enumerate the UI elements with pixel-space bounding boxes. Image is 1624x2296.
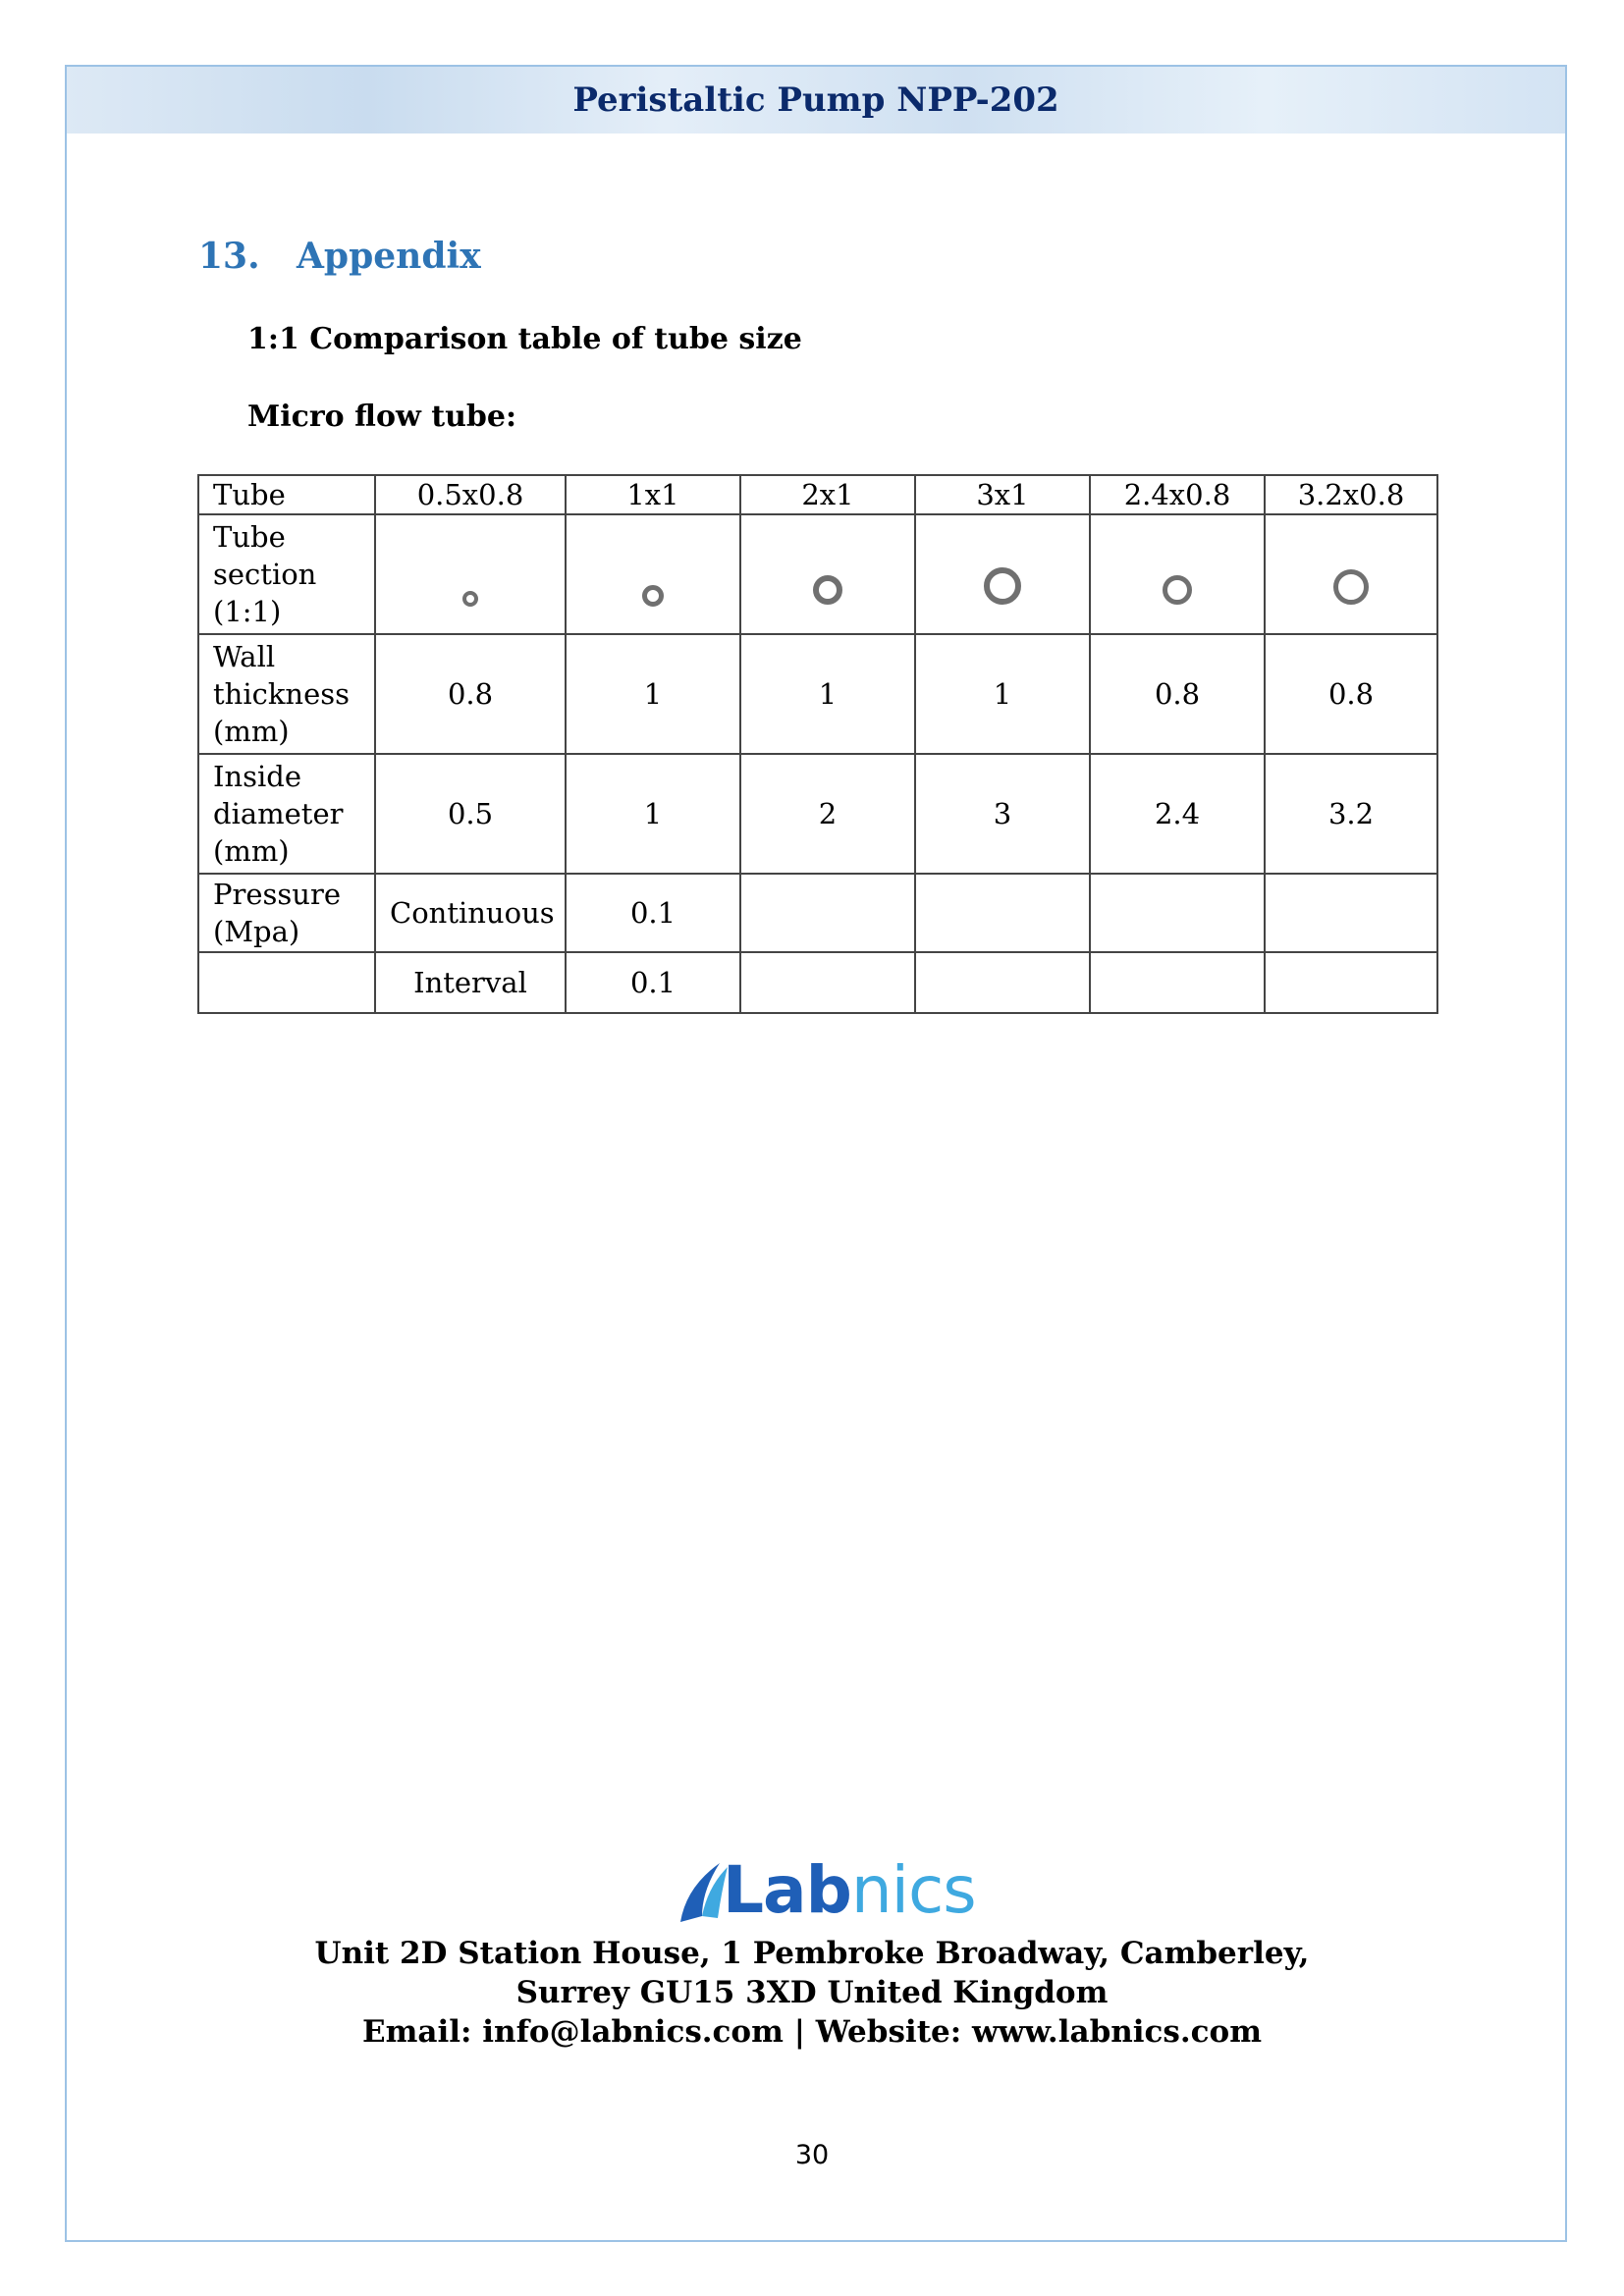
table-row bbox=[198, 754, 1437, 874]
table-cell: 1 bbox=[740, 634, 915, 754]
micro-flow-subheading: Micro flow tube: bbox=[247, 400, 517, 434]
table-cell: 1 bbox=[915, 634, 1090, 754]
tube-section-ring-icon bbox=[813, 575, 842, 605]
table-row bbox=[198, 475, 1437, 514]
table-cell: 3.2 bbox=[1265, 754, 1437, 874]
tube-section-ring-icon bbox=[462, 591, 478, 607]
table-cell bbox=[1090, 514, 1265, 634]
table-cell: 0.5x0.8 bbox=[375, 475, 566, 514]
table-cell: Wall thickness (mm) bbox=[198, 634, 375, 754]
table-cell: Interval bbox=[375, 952, 566, 1013]
table-cell bbox=[740, 514, 915, 634]
table-cell: 0.1 bbox=[566, 952, 740, 1013]
table-cell bbox=[1265, 952, 1437, 1013]
table-cell bbox=[915, 874, 1090, 952]
table-cell bbox=[198, 952, 375, 1013]
labnics-logo-wordmark: Labnics bbox=[723, 1852, 976, 1928]
table-cell: Continuous bbox=[375, 874, 566, 952]
tube-section-ring-icon bbox=[984, 567, 1021, 605]
page-number: 30 bbox=[794, 2140, 830, 2170]
table-cell bbox=[915, 952, 1090, 1013]
footer-contact: Email: info@labnics.com | Website: www.labnics.com bbox=[361, 2014, 1263, 2050]
table-cell bbox=[1090, 952, 1265, 1013]
footer-address-line-1: Unit 2D Station House, 1 Pembroke Broadway, Camberley, bbox=[314, 1936, 1310, 1971]
table-row bbox=[198, 634, 1437, 754]
section-title: Appendix bbox=[297, 236, 481, 277]
table-cell: 2.4x0.8 bbox=[1090, 475, 1265, 514]
table-cell: 3x1 bbox=[915, 475, 1090, 514]
table-cell: 3.2x0.8 bbox=[1265, 475, 1437, 514]
table-cell: 3 bbox=[915, 754, 1090, 874]
tube-section-ring-icon bbox=[642, 585, 664, 607]
table-cell: 0.1 bbox=[566, 874, 740, 952]
table-cell bbox=[915, 514, 1090, 634]
table-cell: 2.4 bbox=[1090, 754, 1265, 874]
table-cell bbox=[1265, 514, 1437, 634]
tube-section-ring-icon bbox=[1333, 569, 1369, 605]
section-number: 13. bbox=[198, 236, 260, 277]
table-cell bbox=[1265, 874, 1437, 952]
tube-section-ring-icon bbox=[1163, 575, 1192, 605]
table-cell: 2 bbox=[740, 754, 915, 874]
table-cell: Tube bbox=[198, 475, 375, 514]
table-cell bbox=[740, 874, 915, 952]
table-cell: 0.8 bbox=[375, 634, 566, 754]
table-row bbox=[198, 874, 1437, 952]
table-cell: Pressure (Mpa) bbox=[198, 874, 375, 952]
table-cell: 0.8 bbox=[1090, 634, 1265, 754]
footer-address-line-2: Surrey GU15 3XD United Kingdom bbox=[515, 1975, 1109, 2010]
table-cell: 1 bbox=[566, 634, 740, 754]
tube-size-table bbox=[197, 474, 1438, 1014]
table-cell: 1 bbox=[566, 754, 740, 874]
table-cell: 0.5 bbox=[375, 754, 566, 874]
header-title: Peristaltic Pump NPP-202 bbox=[572, 80, 1059, 120]
table-cell bbox=[375, 514, 566, 634]
table-row bbox=[198, 952, 1437, 1013]
comparison-subheading: 1:1 Comparison table of tube size bbox=[247, 322, 802, 356]
table-cell bbox=[740, 952, 915, 1013]
table-cell: Inside diameter (mm) bbox=[198, 754, 375, 874]
table-cell: 2x1 bbox=[740, 475, 915, 514]
table-cell bbox=[566, 514, 740, 634]
table-cell bbox=[1090, 874, 1265, 952]
table-cell: 0.8 bbox=[1265, 634, 1437, 754]
page-header bbox=[67, 67, 1565, 133]
table-row bbox=[198, 514, 1437, 634]
table-cell: Tube section (1:1) bbox=[198, 514, 375, 634]
section-heading bbox=[198, 236, 481, 277]
table-cell: 1x1 bbox=[566, 475, 740, 514]
